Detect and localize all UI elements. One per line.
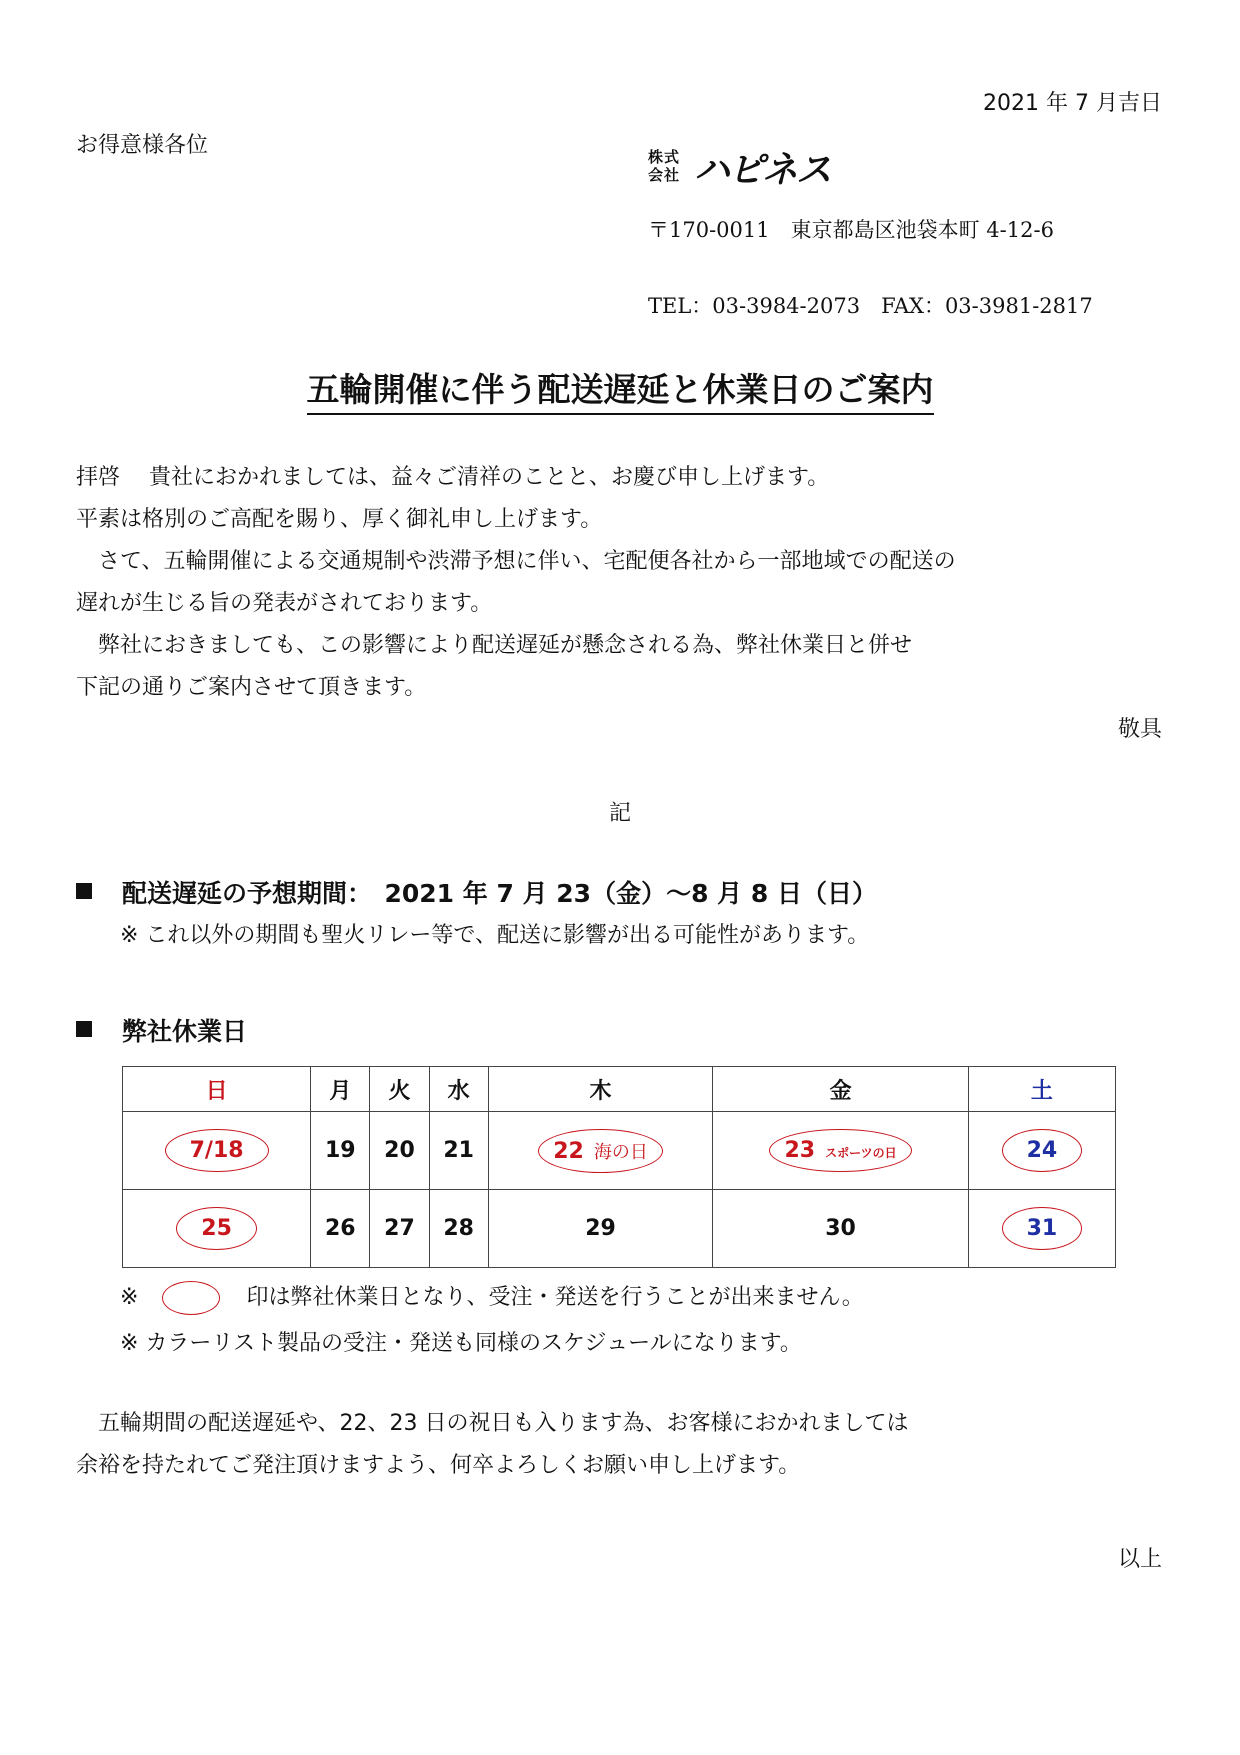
weekday-thu: 木 [488,1067,713,1112]
body-line: 遅れが生じる旨の発表がされております。 [76,591,493,616]
page-title [0,364,1240,411]
calendar-day-cell [488,1190,713,1268]
company-contact: TEL：03-3984-2073 FAX：03-3981-2817 [648,294,1093,318]
holiday-ring [1002,1207,1083,1250]
delay-note: ※ これ以外の期間も聖火リレー等で、配送に影響が出る可能性があります。 [120,923,870,948]
body-line: 下記の通りご案内させて頂きます。 [76,675,427,700]
day-number: 7/18 [189,1138,244,1163]
holiday-ring [165,1129,269,1172]
holiday-legend [120,1280,864,1315]
holiday-ring [176,1207,257,1250]
calendar-day-cell [713,1112,968,1190]
company-logo [648,146,848,192]
day-number: 19 [325,1138,356,1163]
calendar-day-cell [311,1112,370,1190]
weekday-wed: 水 [429,1067,488,1112]
day-number: 25 [201,1216,232,1241]
weekday-tue: 火 [370,1067,429,1112]
holiday-label: スポーツの日 [825,1146,897,1160]
day-number: 24 [1026,1138,1058,1163]
holiday-ring [769,1129,911,1172]
holiday-heading-text: 弊社休業日 [122,1017,248,1046]
day-number: 27 [384,1216,415,1241]
holiday-calendar [122,1066,1116,1268]
day-number: 26 [325,1216,356,1241]
delay-section-heading [76,874,877,910]
weekday-fri: 金 [713,1067,968,1112]
calendar-header-row [123,1067,1116,1112]
holiday-label: 海の日 [593,1141,648,1163]
holiday-note: ※ カラーリスト製品の受注・発送も同様のスケジュールになります。 [120,1331,802,1356]
day-number: 28 [443,1216,474,1241]
day-number: 21 [443,1138,474,1163]
calendar-day-cell [429,1190,488,1268]
holiday-section-heading [76,1012,247,1048]
holiday-ring [1002,1129,1083,1172]
day-number: 22 [553,1138,584,1164]
document-date: 2021 年 7 月吉日 [983,91,1162,116]
weekday-sat: 土 [968,1067,1115,1112]
body-line: さて、五輪開催による交通規制や渋滞予想に伴い、宅配便各社から一部地域での配送の [76,549,956,574]
delay-heading-text: 配送遅延の予想期間： 2021 年 7 月 23（金）～8 月 8 日（日） [122,879,877,908]
bullet-square-icon [76,1021,92,1037]
legend-text: 印は弊社休業日となり、受注・発送を行うことが出来ません。 [246,1285,864,1310]
body-line: 平素は格別のご高配を賜り、厚く御礼申し上げます。 [76,507,603,532]
company-prefix: 株式 会社 [648,148,681,184]
day-number: 29 [585,1216,616,1241]
calendar-day-cell [713,1190,968,1268]
closing-keigu: 敬具 [1117,717,1162,742]
body-line: 弊社におきましても、この影響により配送遅延が懸念される為、弊社休業日と併せ [76,633,913,658]
calendar-day-cell [429,1112,488,1190]
day-number: 30 [825,1216,856,1241]
weekday-mon: 月 [311,1067,370,1112]
calendar-day-cell [123,1190,311,1268]
ending-ijou: 以上 [1117,1547,1162,1572]
ki-marker: 記 [608,801,631,826]
weekday-sun: 日 [123,1067,311,1112]
calendar-day-cell [370,1112,429,1190]
calendar-day-cell [370,1190,429,1268]
calendar-day-cell [311,1190,370,1268]
calendar-day-cell [123,1112,311,1190]
bullet-square-icon [76,883,92,899]
holiday-ring-legend-icon [162,1281,220,1315]
calendar-day-cell [968,1112,1115,1190]
holiday-ring [538,1129,663,1173]
addressee: お得意様各位 [76,133,209,158]
company-name: ハピネス [694,150,831,191]
page-title-text: 五輪開催に伴う配送遅延と休業日のご案内 [307,370,934,415]
day-number: 31 [1026,1216,1058,1241]
day-number: 20 [384,1138,415,1163]
closing-line: 余裕を持たれてご発注頂けますよう、何卒よろしくお願い申し上げます。 [76,1453,801,1478]
day-number: 23 [784,1138,816,1163]
calendar-week-row [123,1112,1116,1190]
closing-line: 五輪期間の配送遅延や、22、23 日の祝日も入ります為、お客様におかれましては [76,1411,909,1436]
body-line: 拝啓 貴社におかれましては、益々ご清祥のことと、お慶び申し上げます。 [76,465,830,490]
calendar-day-cell [488,1112,713,1190]
legend-prefix: ※ [120,1285,139,1310]
calendar-week-row [123,1190,1116,1268]
company-address: 〒170-0011 東京都島区池袋本町 4-12-6 [648,218,1054,242]
calendar-day-cell [968,1190,1115,1268]
